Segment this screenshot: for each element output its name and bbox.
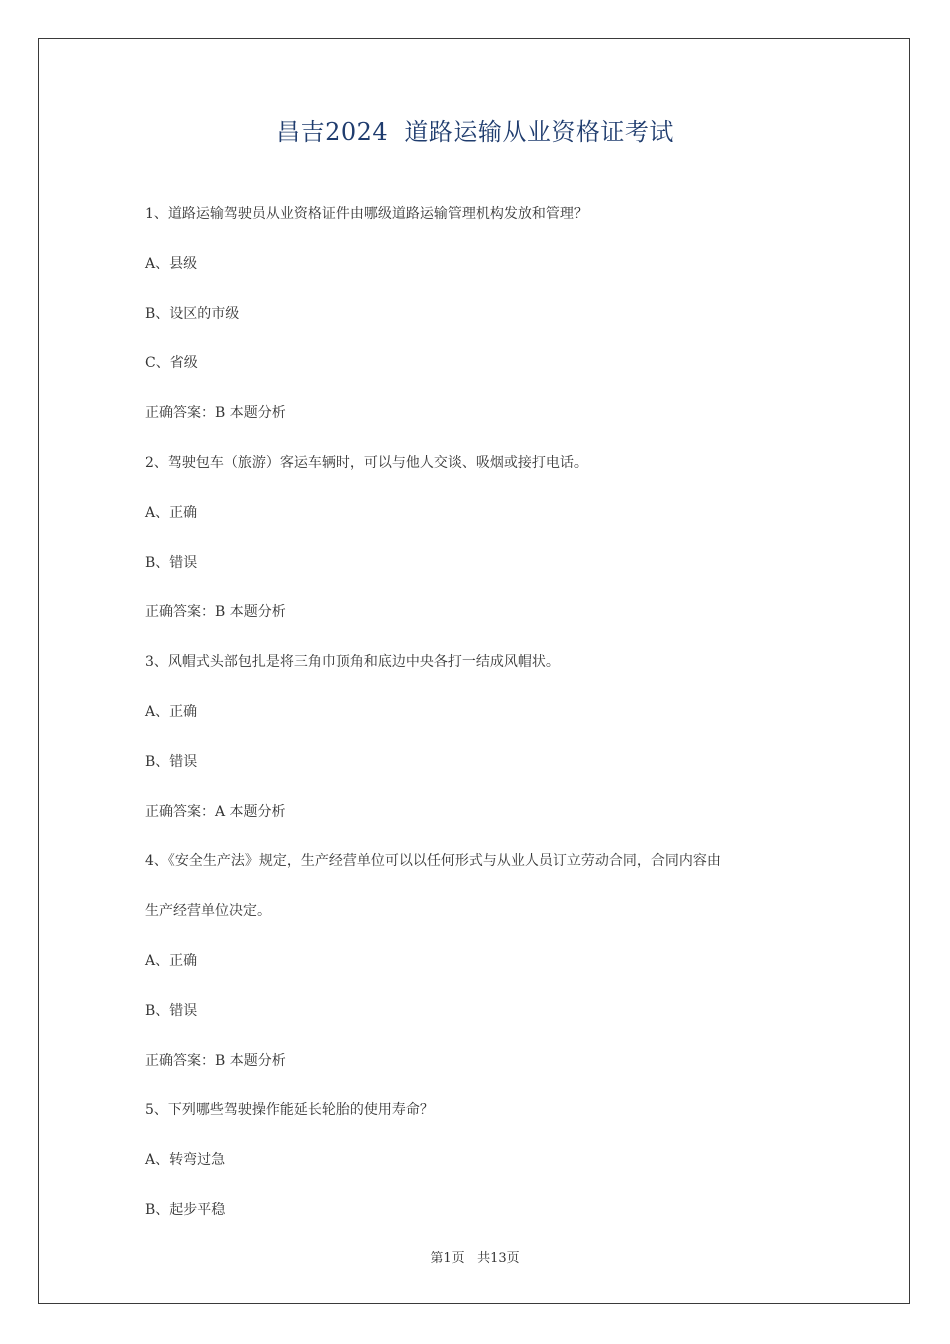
- question-2-text: 2、驾驶包车（旅游）客运车辆时，可以与他人交谈、吸烟或接打电话。: [145, 454, 588, 471]
- document-title: 昌吉2024 道路运输从业资格证考试: [276, 118, 674, 146]
- question-2-answer: 正确答案：B 本题分析: [145, 604, 286, 621]
- page-footer: [0, 1247, 950, 1266]
- question-4-answer: 正确答案：B 本题分析: [145, 1052, 286, 1069]
- question-5-text: 5、下列哪些驾驶操作能延长轮胎的使用寿命？: [145, 1102, 434, 1119]
- question-1-option-c: C、省级: [145, 355, 198, 372]
- question-4-text: 4、《安全生产法》规定，生产经营单位可以以任何形式与从业人员订立劳动合同，合同内容由: [145, 853, 721, 870]
- question-3-option-b: B、错误: [145, 753, 198, 770]
- question-4-option-a: A、正确: [145, 952, 198, 969]
- question-2-option-a: A、正确: [145, 504, 198, 521]
- question-3-text: 3、风帽式头部包扎是将三角巾顶角和底边中央各打一结成风帽状。: [145, 654, 560, 671]
- question-1-option-b: B、设区的市级: [145, 305, 240, 322]
- question-5-option-b: B、起步平稳: [145, 1201, 226, 1218]
- question-1-option-a: A、县级: [145, 255, 198, 272]
- question-4-text-continued: 生产经营单位决定。: [145, 903, 271, 920]
- question-2-option-b: B、错误: [145, 554, 198, 571]
- page-number: 第1页: [430, 1251, 465, 1266]
- document-body: [145, 200, 825, 1246]
- page-total: 共13页: [477, 1251, 520, 1266]
- question-3-answer: 正确答案：A 本题分析: [145, 803, 286, 820]
- question-1-answer: 正确答案：B 本题分析: [145, 405, 286, 422]
- question-4-option-b: B、错误: [145, 1002, 198, 1019]
- question-3-option-a: A、正确: [145, 703, 198, 720]
- question-1-text: 1、道路运输驾驶员从业资格证件由哪级道路运输管理机构发放和管理？: [145, 206, 588, 222]
- question-5-option-a: A、转弯过急: [145, 1152, 226, 1169]
